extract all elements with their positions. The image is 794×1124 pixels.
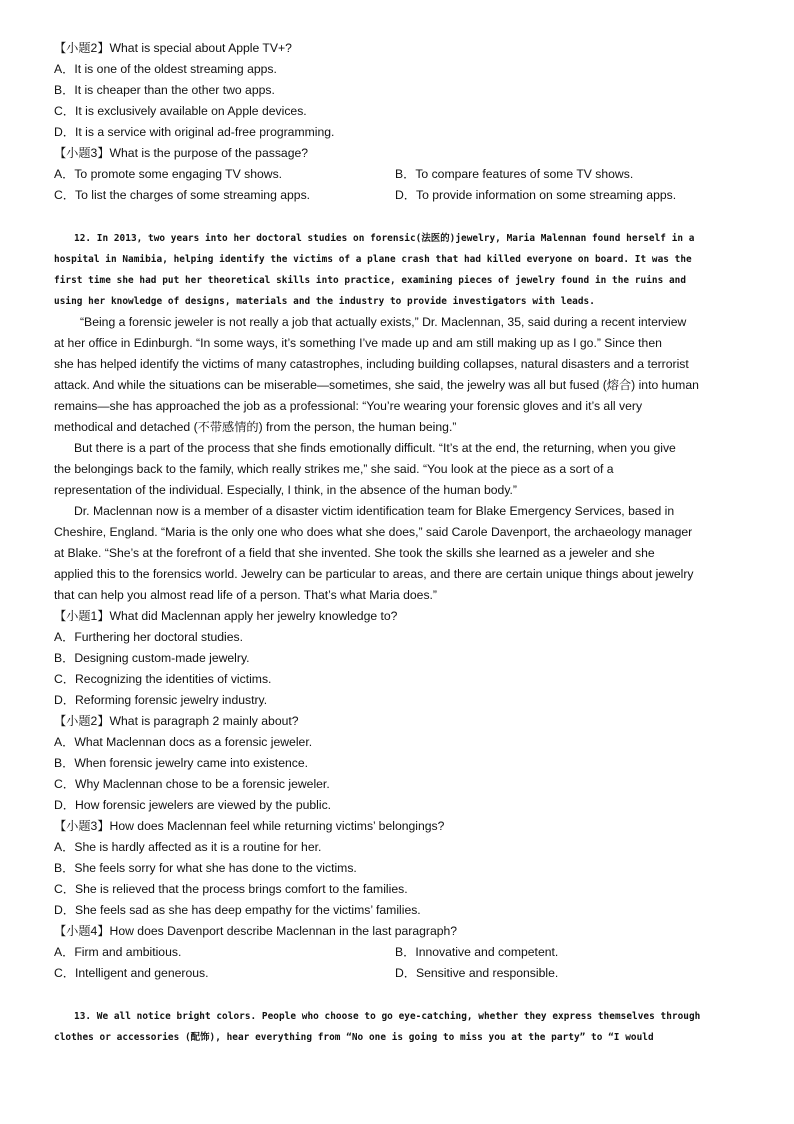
options-row [54, 942, 744, 963]
option-b[interactable]: B．It is cheaper than the other two apps. [54, 83, 275, 97]
prev-question-3 [54, 143, 744, 206]
options-row [54, 164, 744, 185]
passage-12-paragraph-2 [54, 438, 744, 501]
passage-line: she has helped identify the victims of many catastrophes, including building collapses, natural disasters and a terrorist [54, 357, 689, 371]
passage-line: that can help you almost read life of a person. That’s what Maria does.” [54, 588, 437, 602]
option-c[interactable]: C．To list the charges of some streaming apps. [54, 188, 311, 202]
question-stem: 【小题2】What is paragraph 2 mainly about? [54, 714, 299, 728]
option-b[interactable]: B．Innovative and competent. [395, 945, 559, 959]
option-b[interactable]: B．Designing custom-made jewelry. [54, 651, 250, 665]
passage-line: Dr. Maclennan now is a member of a disaster victim identification team for Blake Emergency Services, based in [74, 504, 675, 518]
passage-line: “Being a forensic jeweler is not really a job that actually exists,” Dr. Maclennan, 35, said during a recent interview [80, 315, 687, 329]
passage-line: remains—she has approached the job as a professional: “You’re wearing your forensic gloves and it’s all very [54, 399, 643, 413]
question-stem: 【小题4】How does Davenport describe Maclennan in the last paragraph? [54, 924, 458, 938]
passage-12-question-3 [54, 816, 744, 921]
option-c[interactable]: C．It is exclusively available on Apple devices. [54, 104, 307, 118]
prev-question-2 [54, 38, 744, 143]
options-row [54, 185, 744, 206]
passage-12-intro [54, 228, 744, 312]
passage-line: the belongings back to the family, which really strikes me,” she said. “You look at the piece as a sort of a [54, 462, 614, 476]
option-d[interactable]: D．To provide information on some streaming apps. [395, 188, 677, 202]
passage-line: clothes or accessories (配饰), hear everything from “No one is going to miss you at the party” to “I would [54, 1032, 654, 1043]
option-d[interactable]: D．Sensitive and responsible. [395, 966, 559, 980]
passage-line: 13. We all notice bright colors. People who choose to go eye-catching, whether they express themselves through [74, 1011, 701, 1022]
option-c[interactable]: C．Recognizing the identities of victims. [54, 672, 272, 686]
passage-12-question-1 [54, 606, 744, 711]
option-a[interactable]: A．What Maclennan docs as a forensic jeweler. [54, 735, 313, 749]
option-d[interactable]: D．Reforming forensic jewelry industry. [54, 693, 268, 707]
option-b[interactable]: B．She feels sorry for what she has done to the victims. [54, 861, 357, 875]
passage-line: using her knowledge of designs, materials and the industry to provide investigators with leads. [54, 296, 595, 307]
option-d[interactable]: D．She feels sad as she has deep empathy for the victims’ families. [54, 903, 421, 917]
question-stem: 【小题3】What is the purpose of the passage? [54, 146, 309, 160]
option-c[interactable]: C．Why Maclennan chose to be a forensic jeweler. [54, 777, 330, 791]
passage-line: Cheshire, England. “Maria is the only one who does what she does,” said Carole Davenport, the archaeology manager [54, 525, 693, 539]
document-page [54, 38, 744, 1048]
question-stem: 【小题3】How does Maclennan feel while returning victims’ belongings? [54, 819, 445, 833]
question-stem: 【小题1】What did Maclennan apply her jewelry knowledge to? [54, 609, 398, 623]
passage-12-paragraph-1 [54, 312, 744, 438]
passage-line: 12. In 2013, two years into her doctoral studies on forensic(法医的)jewelry, Maria Malennan found herself in a [74, 233, 695, 244]
passage-line: hospital in Namibia, helping identify the victims of a plane crash that had killed everyone on board. It was the [54, 254, 692, 265]
option-a[interactable]: A．To promote some engaging TV shows. [54, 167, 283, 181]
option-b[interactable]: B．To compare features of some TV shows. [395, 167, 634, 181]
question-stem: 【小题2】What is special about Apple TV+? [54, 41, 292, 55]
passage-line: But there is a part of the process that she finds emotionally difficult. “It’s at the end, the returning, when you give [74, 441, 676, 455]
passage-line: attack. And while the situations can be miserable—sometimes, she said, the jewelry was all but fused (熔合) into human [54, 378, 699, 392]
passage-12-question-4 [54, 921, 744, 984]
passage-line: first time she had put her theoretical skills into practice, examining pieces of jewelry found in the ruins and [54, 275, 687, 286]
passage-line: representation of the individual. Especially, I think, in the absence of the human body.” [54, 483, 517, 497]
options-row [54, 963, 744, 984]
passage-line: at Blake. “She’s at the forefront of a field that she invented. She took the skills she learned as a jeweler and she [54, 546, 655, 560]
option-c[interactable]: C．Intelligent and generous. [54, 966, 209, 980]
passage-13-intro [54, 1006, 744, 1048]
option-a[interactable]: A．Firm and ambitious. [54, 945, 182, 959]
option-a[interactable]: A．Furthering her doctoral studies. [54, 630, 243, 644]
option-d[interactable]: D．How forensic jewelers are viewed by the public. [54, 798, 332, 812]
option-b[interactable]: B．When forensic jewelry came into existence. [54, 756, 309, 770]
option-a[interactable]: A．It is one of the oldest streaming apps. [54, 62, 277, 76]
passage-12-question-2 [54, 711, 744, 816]
passage-line: at her office in Edinburgh. “In some ways, it’s something I’ve made up and am still making up as I go.” Since then [54, 336, 662, 350]
option-a[interactable]: A．She is hardly affected as it is a routine for her. [54, 840, 322, 854]
passage-line: applied this to the forensics world. Jewelry can be particular to areas, and there are certain unique things about jewelry [54, 567, 694, 581]
passage-12-paragraph-3 [54, 501, 744, 606]
option-c[interactable]: C．She is relieved that the process brings comfort to the families. [54, 882, 408, 896]
passage-line: methodical and detached (不带感情的) from the person, the human being.” [54, 420, 457, 434]
option-d[interactable]: D．It is a service with original ad-free programming. [54, 125, 335, 139]
